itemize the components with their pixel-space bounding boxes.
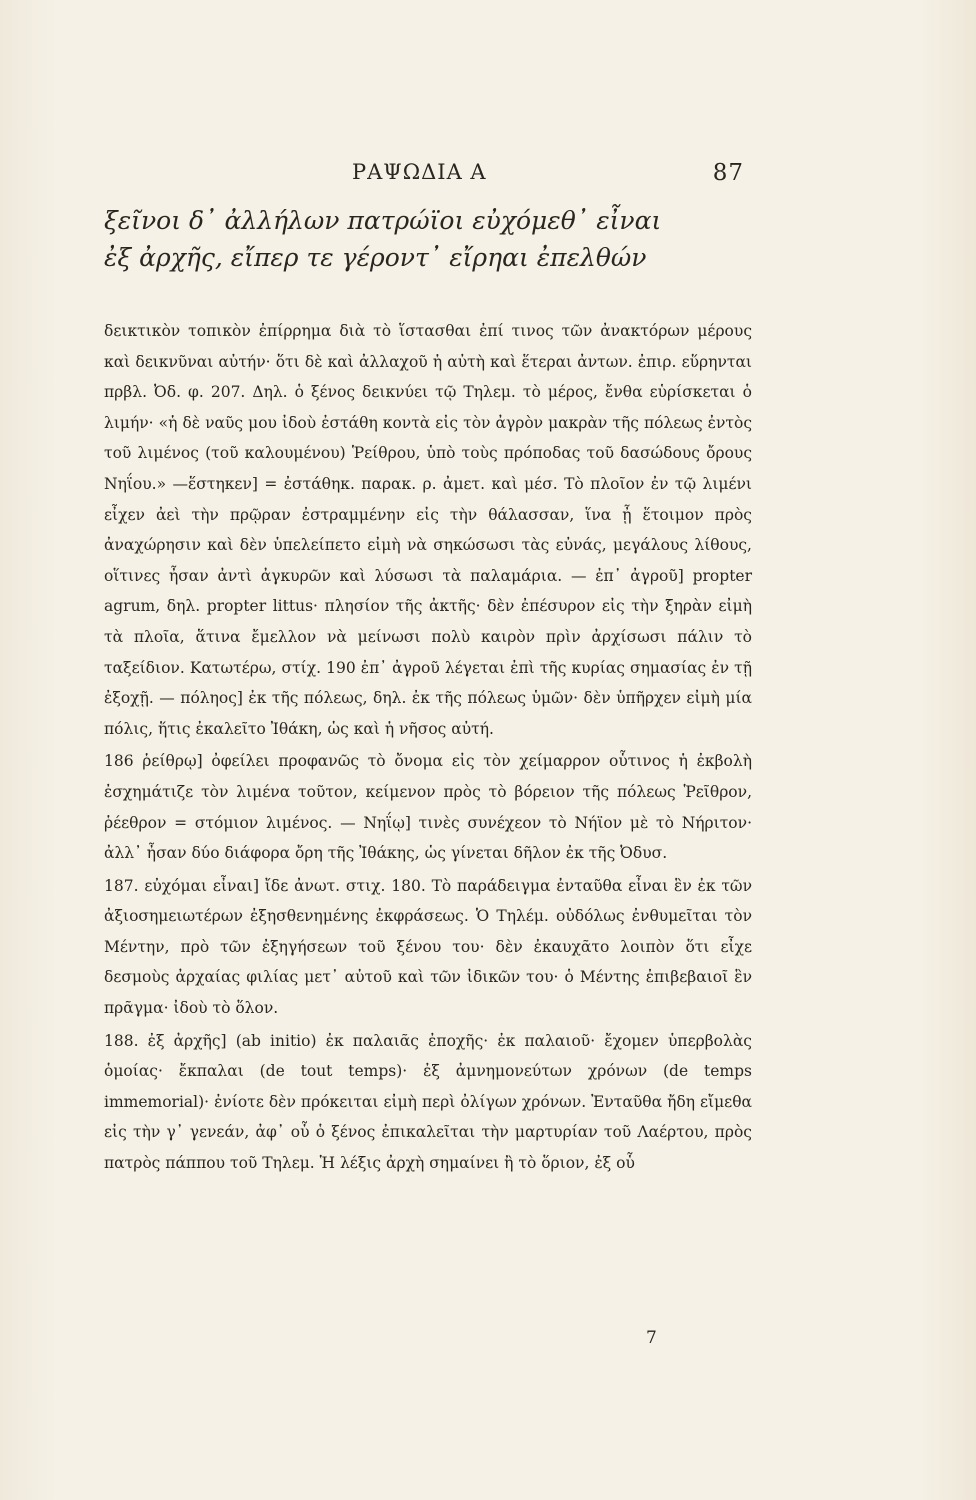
verse-line: ἐξ ἀρχῆς, εἴπερ τε γέροντ᾽ εἴρηαι ἐπελθών xyxy=(104,243,647,272)
commentary-paragraph: 187. εὐχόμαι εἶναι] ἴδε ἀνωτ. στιχ. 180. Τὸ παράδειγμα ἐνταῦθα εἶναι ἓν ἐκ τῶν ἀξιοσημειωτέρων ἐξησθενημένης ἐκφράσεως. Ὁ Τηλέμ. οὐδόλως ἐνθυμεῖται τὸν Μέντην, πρὸ τῶν ἐξηγήσεων τοῦ ξένου του· δὲν ἐκαυχᾶτο λοιπὸν ὅτι εἶχε δεσμοὺς ἀρχαίας φιλίας μετ᾽ αὐτοῦ καὶ τῶν ἰδικῶν του· ὁ Μέντης ἐπιβεβαιοῖ ἓν πρᾶγμα· ἰδοὺ τὸ ὅλον. xyxy=(104,876,752,1018)
page-header xyxy=(104,160,744,190)
verse-block xyxy=(104,202,744,276)
commentary-paragraph: 188. ἐξ ἀρχῆς] (ab initio) ἐκ παλαιᾶς ἐποχῆς· ἐκ παλαιοῦ· ἔχομεν ὑπερβολὰς ὁμοίας· ἔκπαλαι (de tout temps)· ἐξ ἀμνημονεύτων χρόνων (de temps immemorial)· ἐνίοτε δὲν πρόκειται εἰμὴ περὶ ὀλίγων χρόνων. Ἐνταῦθα ἤδη εἴμεθα εἰς τὴν γ᾽ γενεάν, ἀφ᾽ οὗ ὁ ξένος ἐπικαλεῖται τὴν μαρτυρίαν τοῦ Λαέρτου, πρὸς πατρὸς πάππου τοῦ Τηλεμ. Ἡ λέξις ἀρχὴ σημαίνει ἢ τὸ ὅριον, ἐξ οὗ xyxy=(104,1031,752,1173)
commentary-paragraph: δεικτικὸν τοπικὸν ἐπίρρημα διὰ τὸ ἵστασθαι ἐπί τινος τῶν ἀνακτόρων μέρους καὶ δεικνῦναι αὐτήν· ὅτι δὲ καὶ ἀλλαχοῦ ἡ αὐτὴ καὶ ἕτεραι ἀντων. ἐπιρ. εὕρηνται πρβλ. Ὀδ. φ. 207. Δηλ. ὁ ξένος δεικνύει τῷ Τηλεμ. τὸ μέρος, ἔνθα εὑρίσκεται ὁ λιμήν· «ἡ δὲ ναῦς μου ἰδοὺ ἐστάθη κοντὰ εἰς τὸν ἀγρὸν μακρὰν τῆς πόλεως ἐντὸς τοῦ λιμένος (τοῦ καλουμένου) Ῥείθρου, ὑπὸ τοὺς πρόποδας τοῦ δασώδους ὄρους Νηΐου.» —ἕστηκεν] = ἐστάθηκ. παρακ. ρ. ἀμετ. καὶ μέσ. Τὸ πλοῖον ἐν τῷ λιμένι εἶχεν ἀεὶ τὴν πρῷραν ἐστραμμένην εἰς τὴν θάλασσαν, ἵνα ᾖ ἕτοιμον πρὸς ἀναχώρησιν καὶ δὲν ὑπελείπετο εἰμὴ νὰ σηκώσωσι τὰς εὐνάς, μεγάλους λίθους, οἵτινες ἦσαν ἀντὶ ἀγκυρῶν καὶ λύσωσι τὰ παλαμάρια. — ἐπ᾽ ἀγροῦ] propter agrum, δηλ. propter littus· πλησίον τῆς ἀκτῆς· δὲν ἐπέσυρον εἰς τὴν ξηρὰν εἰμὴ τὰ πλοῖα, ἅτινα ἔμελλον νὰ μείνωσι πολὺ καιρὸν πρὶν ἀρχίσωσι πάλιν τὸ ταξείδιον. Κατωτέρω, στίχ. 190 ἐπ᾽ ἀγροῦ λέγεται ἐπὶ τῆς κυρίας σημασίας ἐν τῇ ἐξοχῇ. — πόληος] ἐκ τῆς πόλεως, δηλ. ἐκ τῆς πόλεως ὑμῶν· δὲν ὑπῆρχεν εἰμὴ μία πόλις, ἥτις ἐκαλεῖτο Ἰθάκη, ὡς καὶ ἡ νῆσος αὐτή. xyxy=(104,322,752,738)
running-title: ΡΑΨΩΔΙΑ Α xyxy=(352,160,487,184)
page-number: 87 xyxy=(712,160,744,186)
signature-mark: 7 xyxy=(646,1328,657,1348)
commentary-block xyxy=(104,316,752,1179)
commentary-paragraph: 186 ῥείθρῳ] ὀφείλει προφανῶς τὸ ὄνομα εἰς τὸν χείμαρρον οὗτινος ἡ ἐκβολὴ ἐσχημάτιζε τὸν λιμένα τοῦτον, κείμενον πρὸς τὸ βόρειον τῆς πόλεως Ῥεῖθρον, ῥέεθρον = στόμιον λιμένος. — Νηΐῳ] τινὲς συνέχεον τὸ Νήϊον μὲ τὸ Νήριτον· ἀλλ᾽ ἦσαν δύο διάφορα ὄρη τῆς Ἰθάκης, ὡς γίνεται δῆλον ἐκ τῆς Ὀδυσ. xyxy=(104,752,752,863)
verse-line: ξεῖνοι δ᾽ ἀλλήλων πατρώϊοι εὐχόμεθ᾽ εἶναι xyxy=(104,206,662,235)
